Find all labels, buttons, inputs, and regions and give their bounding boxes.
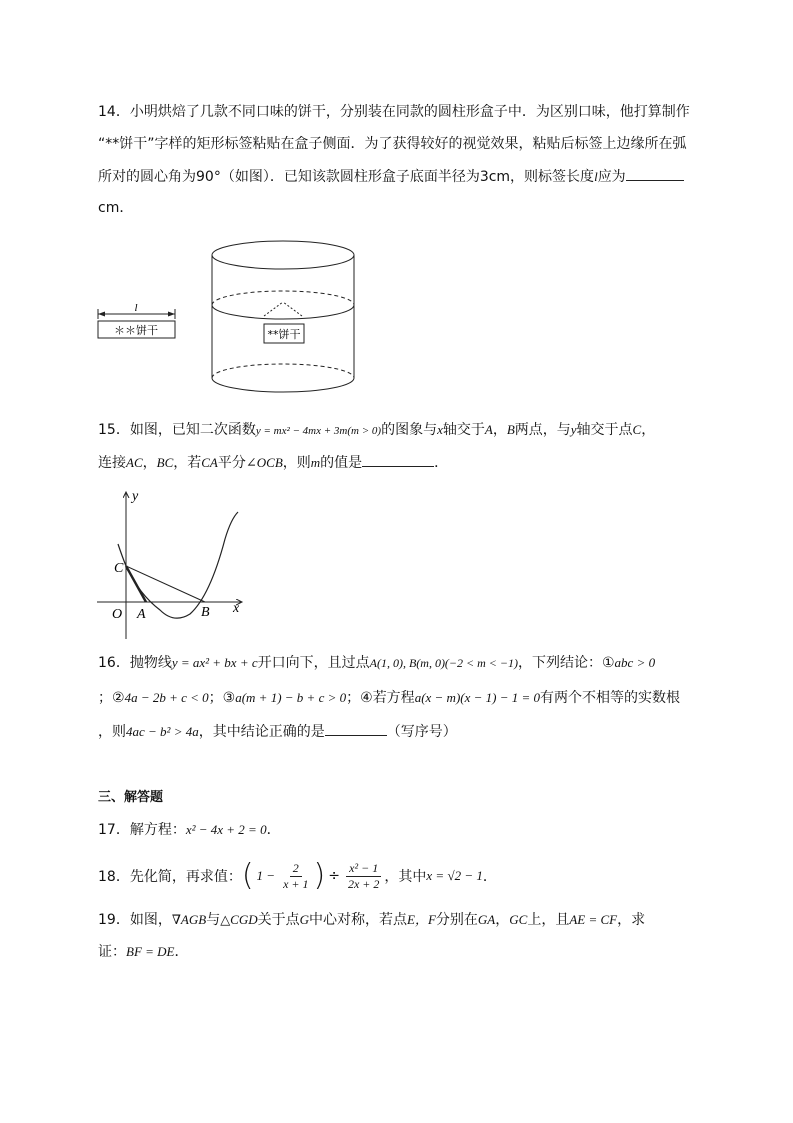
q15-text-g: 连接 (98, 455, 126, 471)
q16-text-d: 若方程 (372, 690, 415, 706)
q17-equation: x² − 4x + 2 = 0 (185, 822, 267, 837)
q19-text-f: 上，且 (527, 912, 570, 928)
q14-cylinder-figure (95, 236, 365, 406)
q15-comma: ， (492, 422, 507, 438)
q15-fig-b: B (201, 605, 210, 620)
q16-conclusion-3: a(m + 1) − b + c > 0 (235, 690, 347, 705)
q14-text-3: 所对的圆心角为90°（如图）．已知该款圆柱形盒子底面半径为3cm，则标签长度 (98, 169, 595, 185)
q15-var-x: x (437, 422, 443, 437)
q15-line-1 (98, 420, 655, 441)
q15-seg-bc-line (126, 566, 205, 602)
q19-seg-gc: GC (509, 912, 528, 927)
q15-text-end: ． (434, 455, 449, 471)
q14-line-2 (98, 134, 687, 154)
q15-point-b: B (506, 422, 515, 437)
q14-text-4: cm． (98, 200, 134, 216)
q18-f1-den: x + 1 (283, 876, 309, 891)
q16-sep-2: ； (208, 690, 223, 706)
q18-paren-open: ( (241, 858, 254, 893)
q15-comma-2: ， (142, 455, 157, 471)
q15-text-h: ，若 (173, 455, 202, 471)
q18-fraction-2 (345, 861, 382, 892)
q14-line-3 (98, 166, 684, 187)
q15-fig-o: O (112, 607, 123, 622)
q14-var-l: l (594, 169, 598, 184)
q14-cyl-label-text: **饼干 (267, 328, 301, 341)
q18-line (98, 856, 497, 896)
q15-text-i: 平分 (217, 455, 246, 471)
q18-f1-num: 2 (290, 861, 302, 877)
q19-points-ef: E，F (407, 912, 436, 927)
q19-conclusion: BF = DE (126, 944, 175, 959)
q16-c3-num: ③ (222, 690, 236, 706)
q16-conclusion-4-eq: a(x − m)(x − 1) − 1 = 0 (414, 690, 541, 705)
q16-line-3 (98, 721, 457, 742)
q15-var-m: m (310, 455, 321, 470)
q16-conclusion-1: abc > 0 (614, 655, 656, 670)
q16-text-h: （写序号） (386, 724, 457, 740)
q15-fig-a: A (137, 607, 146, 622)
q19-seg-ga: GA (477, 912, 496, 927)
q16-sep-3: ； (346, 690, 361, 706)
q16-text-c: ，下列结论： (517, 655, 602, 671)
q14-text-1: 14．小明烘焙了几款不同口味的饼干，分别装在同款的圆柱形盒子中．为区别口味，他打算制作 (98, 104, 690, 120)
q16-conclusion-2: 4a − 2b + c < 0 (124, 690, 209, 705)
q19-condition: AE = CF (569, 912, 618, 927)
q15-text-f: ， (641, 422, 656, 438)
q15-seg-ac-line (126, 566, 146, 602)
q16-text-b: 开口向下，且过点 (257, 655, 370, 671)
q19-text-c: 关于点 (257, 912, 300, 928)
q15-text-b: 的图象与 (381, 422, 438, 438)
q15-seg-ca: CA (201, 455, 218, 470)
q15-fig-c: C (114, 561, 124, 576)
q16-answer-blank[interactable] (325, 721, 387, 736)
q17-text: 17．解方程： (98, 822, 186, 838)
q19-text-b: 与 (206, 912, 221, 928)
q18-text: 18．先化简，再求值： (98, 869, 242, 885)
q19-text-g: ，求 (617, 912, 646, 928)
q15-answer-blank[interactable] (362, 452, 434, 467)
q14-flat-label-text: ＊＊饼干 (114, 324, 158, 337)
q15-line-2 (98, 452, 448, 473)
q15-text-d: 两点，与 (514, 422, 571, 438)
q15-text-a: 15．如图，已知二次函数 (98, 422, 256, 438)
q15-fig-x: x (233, 601, 240, 616)
q14-line-4 (98, 198, 133, 218)
q16-c2-num: ② (112, 690, 125, 706)
q16-inequality: 4ac − b² > 4a (126, 724, 199, 739)
q15-parabola-figure (92, 484, 252, 644)
q19-line-1 (98, 910, 645, 930)
q18-text-mid: ，其中 (384, 869, 427, 885)
q14-text-2: “**饼干”字样的矩形标签粘贴在盒子侧面．为了获得较好的视觉效果，粘贴后标签上边缘所在弧 (98, 136, 687, 152)
q16-line-2 (98, 688, 680, 708)
q16-text-e: 有两个不相等的实数根 (540, 690, 681, 706)
q19-sep: ， (495, 912, 510, 928)
q14-cyl-top (212, 241, 354, 269)
q15-seg-ac: AC (126, 455, 143, 470)
q19-triangle-1: ∇AGB (171, 912, 207, 927)
q16-text-g: ，其中结论正确的是 (198, 724, 325, 740)
q18-paren-close: ) (313, 858, 326, 893)
q19-text-d: 中心对称，若点 (309, 912, 408, 928)
q19-text-e: 分别在 (435, 912, 478, 928)
q19-triangle-2: △CGD (220, 912, 258, 927)
q15-text-j: ，则 (282, 455, 311, 471)
q14-text-3-end: 应为 (597, 169, 626, 185)
q18-fraction-1 (280, 861, 311, 892)
q16-sep-1: ； (98, 690, 112, 706)
q15-point-a: A (484, 422, 493, 437)
q19-line-2 (98, 942, 188, 962)
q14-answer-blank[interactable] (626, 166, 684, 181)
q17-end: ． (266, 822, 281, 838)
q14-dim-label: l (134, 302, 138, 314)
q14-line-1 (98, 102, 690, 122)
q15-text-c: 轴交于 (442, 422, 485, 438)
q17-line (98, 820, 281, 840)
q15-point-c: C (632, 422, 642, 437)
q19-text-h: 证： (98, 944, 126, 960)
q15-text-k: 的值是 (320, 455, 363, 471)
q18-f2-num: x² − 1 (346, 861, 381, 877)
q18-divide: ÷ (328, 868, 340, 884)
q16-text-a: 16．抛物线 (98, 655, 172, 671)
q19-text-a: 19．如图， (98, 912, 172, 928)
q18-end: ． (482, 869, 497, 885)
q19-end: ． (174, 944, 189, 960)
q15-fig-y: y (132, 489, 139, 504)
q15-text-e: 轴交于点 (576, 422, 633, 438)
q16-formula: y = ax² + bx + c (171, 655, 258, 670)
q16-text-f: ，则 (98, 724, 126, 740)
q19-point-g: G (299, 912, 310, 927)
q16-points: A(1, 0), B(m, 0)(−2 < m < −1) (369, 656, 518, 670)
q18-x-value: x = √2 − 1 (426, 868, 483, 883)
q18-f2-den: 2x + 2 (347, 876, 380, 891)
q16-c4-num: ④ (360, 690, 373, 706)
q16-line-1 (98, 653, 655, 673)
q15-var-y: y (570, 422, 577, 437)
q16-c1-num: ① (601, 655, 615, 671)
q15-angle: ∠OCB (245, 455, 283, 470)
section-heading: 三、解答题 (98, 790, 164, 805)
q15-formula: y = mx² − 4mx + 3m(m > 0) (255, 425, 382, 437)
q15-seg-bc: BC (156, 455, 174, 470)
q18-one-minus: 1 − (256, 868, 276, 883)
